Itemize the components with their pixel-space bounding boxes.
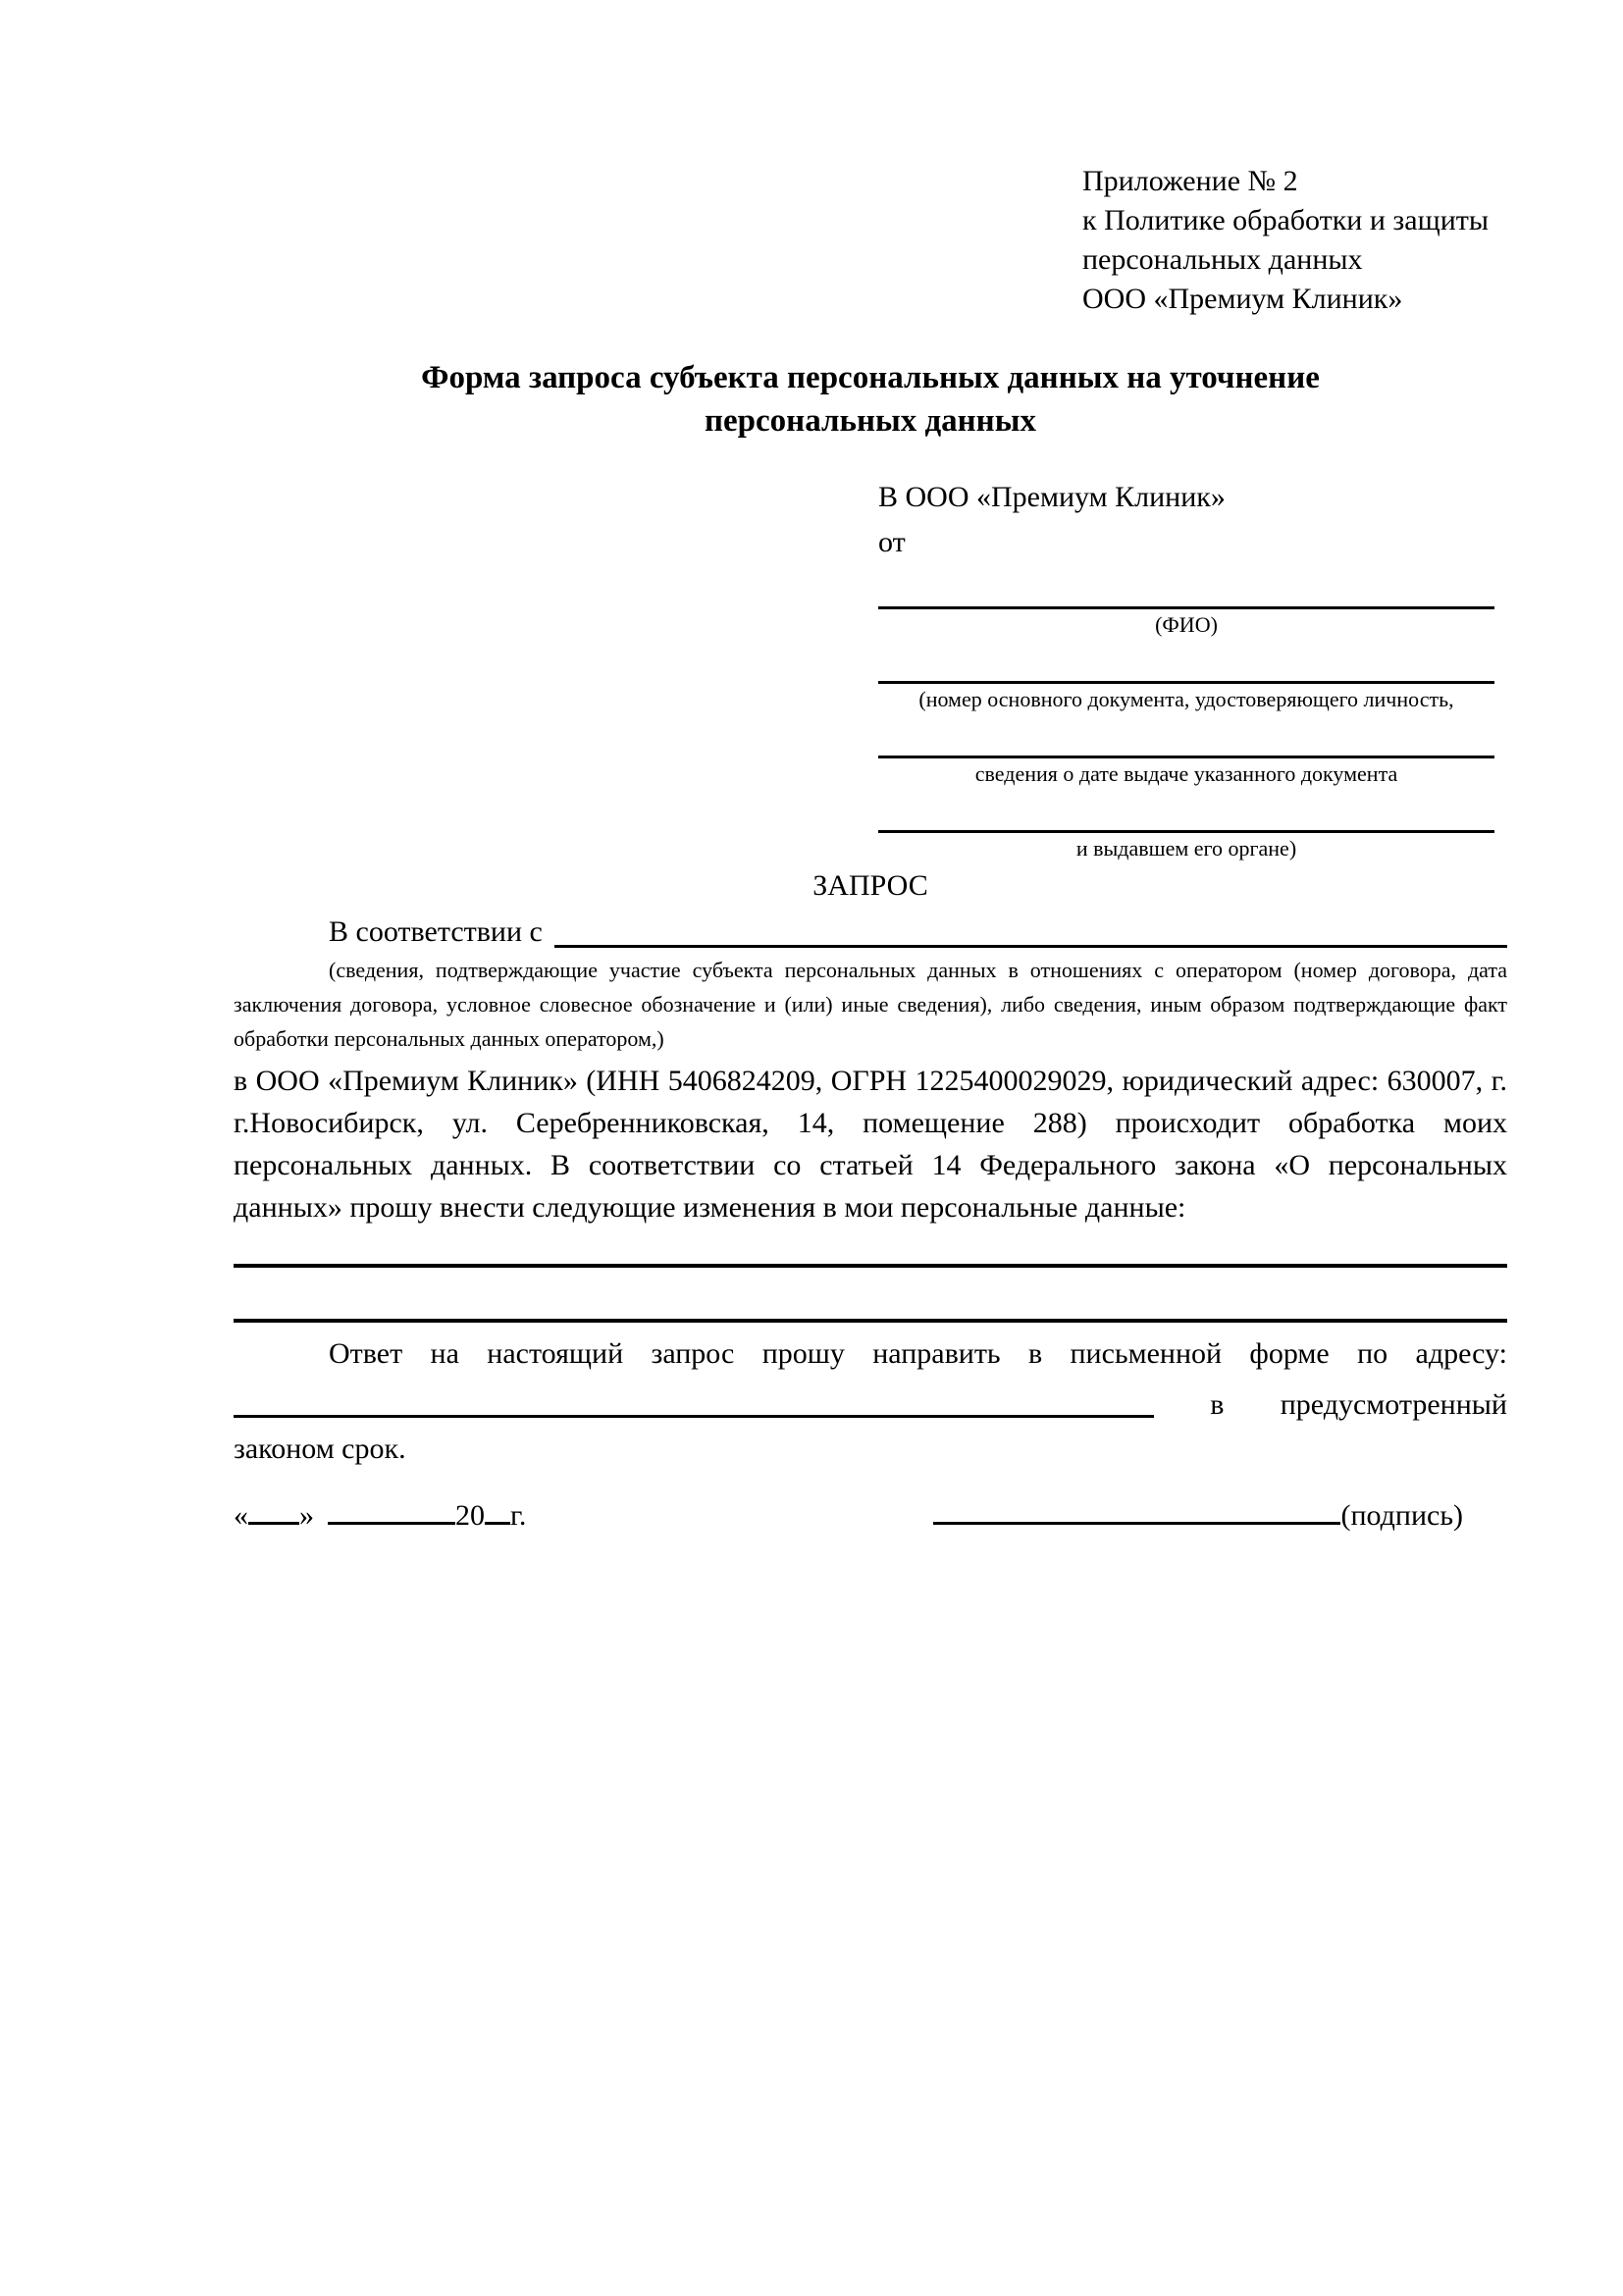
annex-note-line: ООО «Премиум Клиник» [1082, 283, 1403, 315]
signature-field [933, 1495, 1507, 1537]
date-field [234, 1495, 526, 1537]
issuing-authority-caption: и выдавшем его органе) [1075, 836, 1297, 861]
date-open-quote: « [234, 1499, 248, 1532]
reply-instruction: Ответ на настоящий запрос прошу направить в письменной форме по адресу: [329, 1337, 1507, 1370]
basis-line [234, 912, 1507, 953]
date-day-input-line [248, 1522, 299, 1525]
changes-input-line-2 [234, 1268, 1507, 1323]
date-year-prefix: 20 [455, 1499, 485, 1532]
basis-prefix: В соответствии с [329, 915, 543, 948]
reply-word: в [1210, 1388, 1225, 1421]
annex-note-line: к Политике обработки и защиты [1082, 204, 1490, 236]
annex-note-line: персональных данных [1082, 243, 1363, 276]
issue-date-input-line [878, 711, 1494, 758]
date-close-quote: » [299, 1499, 314, 1532]
fio-caption: (ФИО) [1155, 612, 1218, 637]
date-month-input-line [328, 1522, 455, 1525]
date-signature-row [234, 1495, 1507, 1537]
addressee-from-label: от [878, 526, 906, 558]
reply-word: предусмотренный [1280, 1388, 1507, 1421]
signature-input-line [933, 1522, 1340, 1525]
annex-note-line: Приложение № 2 [1082, 165, 1298, 197]
signature-caption: (подпись) [1340, 1499, 1463, 1532]
fio-input-line [878, 562, 1494, 609]
date-year-suffix: г. [510, 1499, 527, 1532]
reply-instruction-end: законом срок. [234, 1433, 406, 1465]
basis-input-line [554, 912, 1507, 948]
date-year-input-line [485, 1522, 510, 1525]
request-heading: ЗАПРОС [812, 869, 928, 902]
issue-date-caption: сведения о дате выдаче указанного документа [974, 761, 1398, 786]
addressee-to: В ООО «Премиум Клиник» [878, 481, 1226, 513]
document-number-caption: (номер основного документа, удостоверяющего личность, [918, 687, 1454, 711]
changes-input-line-1 [234, 1228, 1507, 1268]
basis-footnote: (сведения, подтверждающие участие субъекта персональных данных в отношениях с оператором (номер договора, дата заключения договора, условное словесное обозначение и (или) иные сведения), либо сведения, иным образом подтверждающие факт обработки персональных данных оператором,) [234, 958, 1507, 1051]
document-number-input-line [878, 637, 1494, 684]
address-input-line [234, 1415, 1154, 1418]
annex-note [1082, 162, 1507, 319]
request-body: в ООО «Премиум Клиник» (ИНН 5406824209, ОГРН 1225400029029, юридический адрес: 630007, г. г.Новосибирск, ул. Серебренниковская, 14, помещение 288) происходит обработка моих персональных данных. В соответствии со статьей 14 Федерального закона «О персональных данных» прошу внести следующие изменения в мои персональные данные: [234, 1065, 1507, 1224]
addressee-block [878, 478, 1494, 861]
reply-address-line [234, 1375, 1507, 1426]
issuing-authority-input-line [878, 786, 1494, 833]
document-title: Форма запроса субъекта персональных данных на уточнение персональных данных [421, 360, 1320, 439]
